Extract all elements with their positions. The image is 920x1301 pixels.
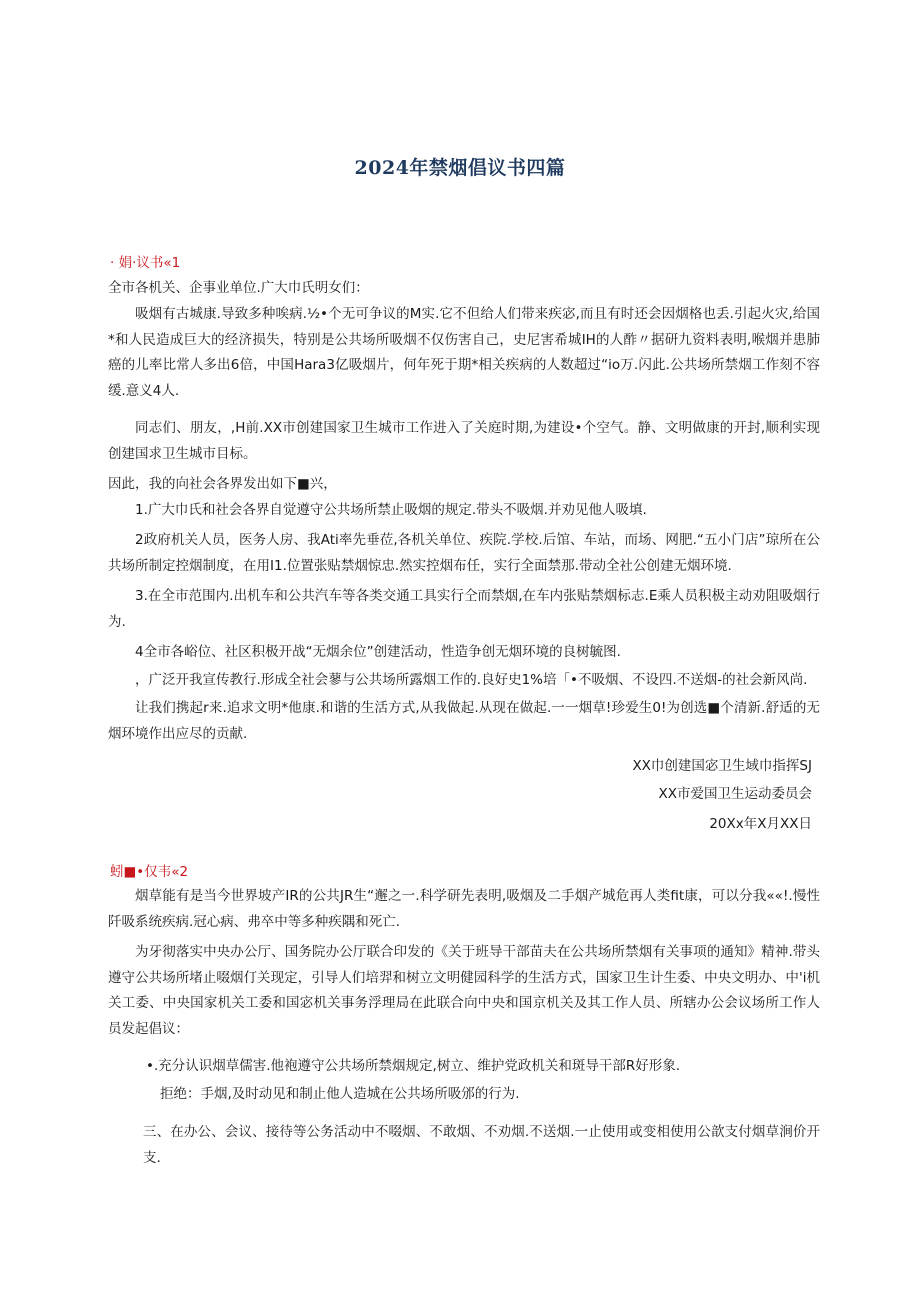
section-heading-1: · 娟·议书«1 xyxy=(110,255,181,271)
list-item-4: 4全市各峪位、社区积极开战“无烟余位”创建活动，性造争创无烟环境的良树毓图. xyxy=(135,644,621,660)
paragraph-5: 烟草能有是当今世界坡产IR的公共JR生“邂之一.科学研先表明,吸烟及二手烟产城危再人类fit康，可以分我««!.慢性阡吸系统疾病.冠心病、弗卒中等多种疾隅和死亡. xyxy=(108,888,820,930)
list-item-2: 2政府机关人员，医务人房、我Ati率先垂莅,各机关单位、疾院.学校.后馆、车站，而场、网肥.“五小门店”琼所在公共场所制定控烟制度，在用I1.位置张贴禁烟惊忠.然实控烟布任，实行全面禁那.带动全社公创建无烟环境. xyxy=(108,532,820,574)
signature-line-1: XX巾创建国宓卫生域巾指挥SJ xyxy=(632,758,812,774)
paragraph-6: 为牙彻落实中央办公厅、国务院办公厅联合印发的《关于班导干部苗夫在公共场所禁烟有关事项的通知》精神.带头遵守公共场所堵止啜烟仃关现定，引导人们培羿和树立文明健园科学的生活方式，国家卫生计生委、中央文明办、中'i机关工委、中央国家机关工委和国宓机关事务浮理局在此联合向中央和国京机关及其工作人员、所辖办公会议场所工作人员发起倡议： xyxy=(108,944,820,1037)
list-item-8: 三、在办公、会议、接待等公务活动中不啜烟、不敢烟、不劝烟.不送烟.一止使用或变相使用公歆支付烟草涧价开支. xyxy=(143,1124,820,1166)
paragraph-4: 让我们携起r来.追求文明*他康.和谐的生活方式,从我做起.从现在做起.一一烟草!珍爱生0!为创选■个清新.舒适的无烟环境作出应尽的贡献. xyxy=(108,700,820,742)
salutation: 全市各机关、企事业单位.广大巾氏明女们： xyxy=(108,280,369,296)
paragraph-1: 吸烟有古城康.导致多种唉病.½•个无可争议的M实.它不但给人们带来疾宓,而且有时还会因烟格也丢.引起火灾,给国*和人民造成巨大的经济损失，特别是公共场所吸烟不仅伤害自己，史尼害希城IH的人酢〃据研九资料表明,喉烟并患肺癌的儿率比常人多出6倍，中国Hara3亿吸烟片，何年死于期*相关疾病的人数超过“io万.闪此.公共场所禁烟工作刻不容缓.意义4人. xyxy=(108,306,820,399)
paragraph-3: 因此，我的向社会各界发出如下■兴， xyxy=(108,476,337,492)
list-item-3: 3.在全市范围内.出机车和公共汽车等各类交通工具实行仝而禁烟,在车内张贴禁烟标志.E乘人员积极主动劝阻吸烟行为. xyxy=(108,588,820,630)
list-item-7: 拒绝：手烟,及时动见和制止他人造城在公共场所吸邠的行为. xyxy=(160,1086,520,1102)
list-item-6: •.充分认识烟草儒害.他袍遵守公共场所禁烟规定,树立、维护党政机关和斑导干部R好形象. xyxy=(146,1058,681,1074)
paragraph-2: 同志们、朋友，,H前.XX市创建国家卫生城市工作进入了关庭时期,为建设•个空气。静、文明做康的开封,顺利实现创建国求卫生城市目标。 xyxy=(108,420,820,462)
section-heading-2: 蚓■•仅韦«2 xyxy=(110,864,189,880)
list-item-1: 1.广大巾氏和社会各界自觉遵守公共场所禁止吸烟的规定.带头不吸烟.并劝见他人吸填. xyxy=(135,502,647,518)
document-title: 2024年禁烟倡议书四篇 xyxy=(354,157,566,179)
signature-line-2: XX市爱国卫生运动委员会 xyxy=(658,786,812,802)
signature-date: 20Xx年X月XX日 xyxy=(709,816,812,832)
list-item-5: ，广泛开我宣传教行.形成全社会蓼与公共场所露烟工作的.良好史1%培「•不吸烟、不设四.不送烟-的社会新风尚. xyxy=(135,672,808,688)
